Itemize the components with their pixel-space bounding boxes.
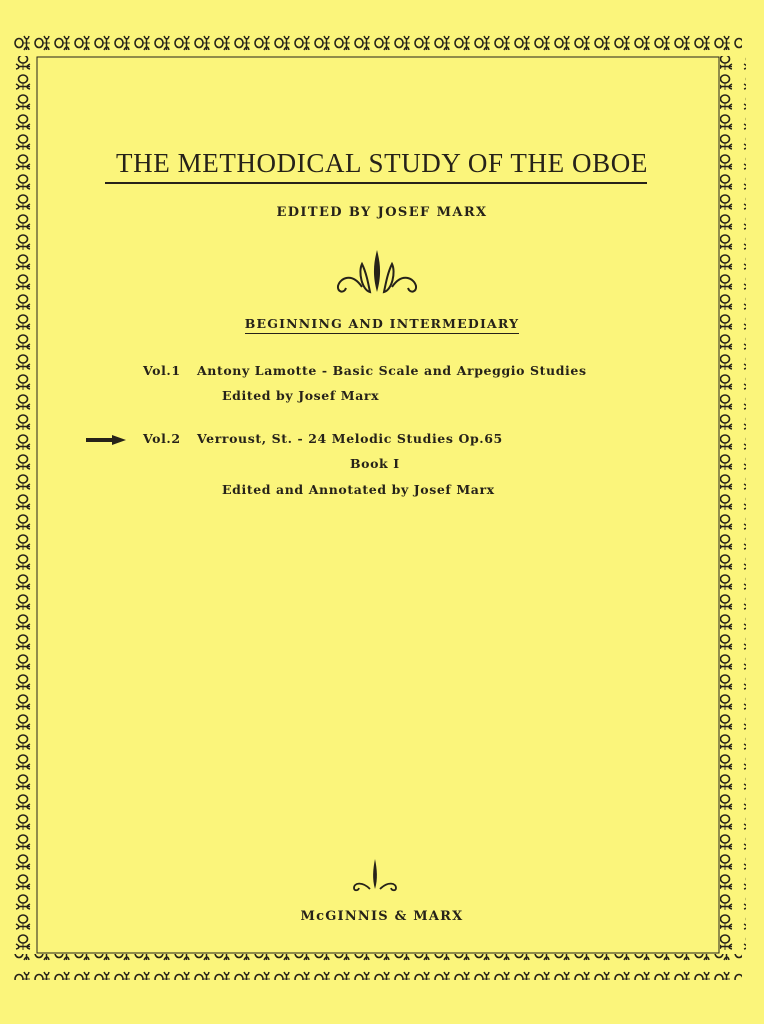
- vol2-book: Book I: [350, 456, 400, 471]
- section-heading: BEGINNING AND INTERMEDIARY: [0, 316, 764, 331]
- vol2-credit: Edited and Annotated by Josef Marx: [222, 482, 495, 497]
- vol1-credit: Edited by Josef Marx: [222, 388, 380, 403]
- publisher-name: McGINNIS & MARX: [300, 909, 464, 924]
- editor-line: EDITED BY JOSEF MARX: [276, 205, 488, 220]
- vol2-description: Verroust, St. - 24 Melodic Studies Op.65: [197, 431, 503, 446]
- series-title: THE METHODICAL STUDY OF THE OBOE: [116, 148, 648, 178]
- pointing-arrow-icon: [84, 433, 128, 447]
- vol1-description: Antony Lamotte - Basic Scale and Arpeggio Studies: [197, 363, 587, 378]
- vol1-number: Vol.1: [143, 363, 181, 378]
- vol2-number: Vol.2: [143, 431, 181, 446]
- small-fleuron-icon: [350, 857, 400, 893]
- title-underline: [105, 182, 647, 184]
- fleuron-icon: [332, 242, 422, 302]
